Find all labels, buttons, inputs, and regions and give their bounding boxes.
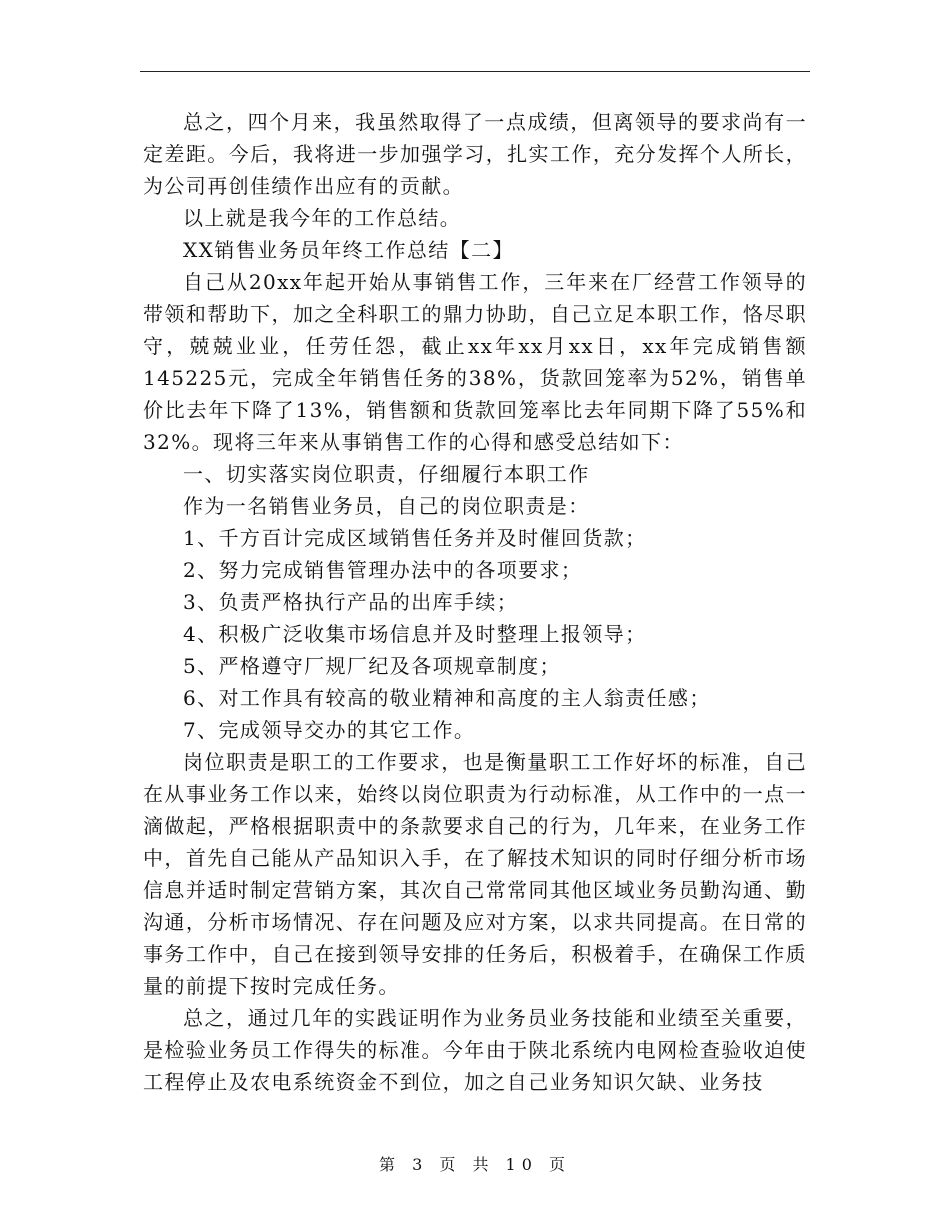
document-body — [143, 106, 807, 1098]
paragraph: 一、切实落实岗位职责，仔细履行本职工作 — [183, 462, 590, 486]
paragraph: 6、对工作具有较高的敬业精神和高度的主人翁责任感； — [183, 686, 711, 710]
paragraph: 总之，四个月来，我虽然取得了一点成绩，但离领导的要求尚有一定差距。今后，我将进一步加强学习，扎实工作，充分发挥个人所长，为公司再创佳绩作出应有的贡献。 — [143, 110, 807, 198]
paragraph: 作为一名销售业务员，自己的岗位职责是： — [183, 494, 590, 518]
paragraph: 2、努力完成销售管理办法中的各项要求； — [183, 558, 583, 582]
page-footer: 第 3 页 共 10 页 — [379, 1155, 571, 1174]
paragraph: 总之，通过几年的实践证明作为业务员业务技能和业绩至关重要，是检验业务员工作得失的标准。今年由于陕北系统内电网检查验收迫使工程停止及农电系统资金不到位，加之自己业务知识欠缺、业务技 — [143, 1006, 807, 1094]
paragraph: 3、负责严格执行产品的出库手续； — [183, 590, 519, 614]
paragraph: 1、千方百计完成区域销售任务并及时催回货款； — [183, 526, 647, 550]
paragraph: 4、积极广泛收集市场信息并及时整理上报领导； — [183, 622, 647, 646]
paragraph: XX销售业务员年终工作总结【二】 — [183, 238, 514, 262]
paragraph: 7、完成领导交办的其它工作。 — [183, 718, 476, 742]
paragraph: 以上就是我今年的工作总结。 — [183, 206, 462, 230]
header-rule — [140, 71, 810, 72]
paragraph: 自己从20xx年起开始从事销售工作，三年来在厂经营工作领导的带领和帮助下，加之全科职工的鼎力协助，自己立足本职工作，恪尽职守，兢兢业业，任劳任怨，截止xx年xx月xx日，xx年完成销售额145225元，完成全年销售任务的38%，货款回笼率为52%，销售单价比去年下降了13%，销售额和货款回笼率比去年同期下降了55%和32%。现将三年来从事销售工作的心得和感受总结如下： — [143, 270, 807, 454]
paragraph: 岗位职责是职工的工作要求，也是衡量职工工作好坏的标准，自己在从事业务工作以来，始终以岗位职责为行动标准，从工作中的一点一滴做起，严格根据职责中的条款要求自己的行为，几年来，在业务工作中，首先自己能从产品知识入手，在了解技术知识的同时仔细分析市场信息并适时制定营销方案，其次自己常常同其他区域业务员勤沟通、勤沟通，分析市场情况、存在问题及应对方案，以求共同提高。在日常的事务工作中，自己在接到领导安排的任务后，积极着手，在确保工作质量的前提下按时完成任务。 — [143, 750, 807, 998]
paragraph: 5、严格遵守厂规厂纪及各项规章制度； — [183, 654, 561, 678]
